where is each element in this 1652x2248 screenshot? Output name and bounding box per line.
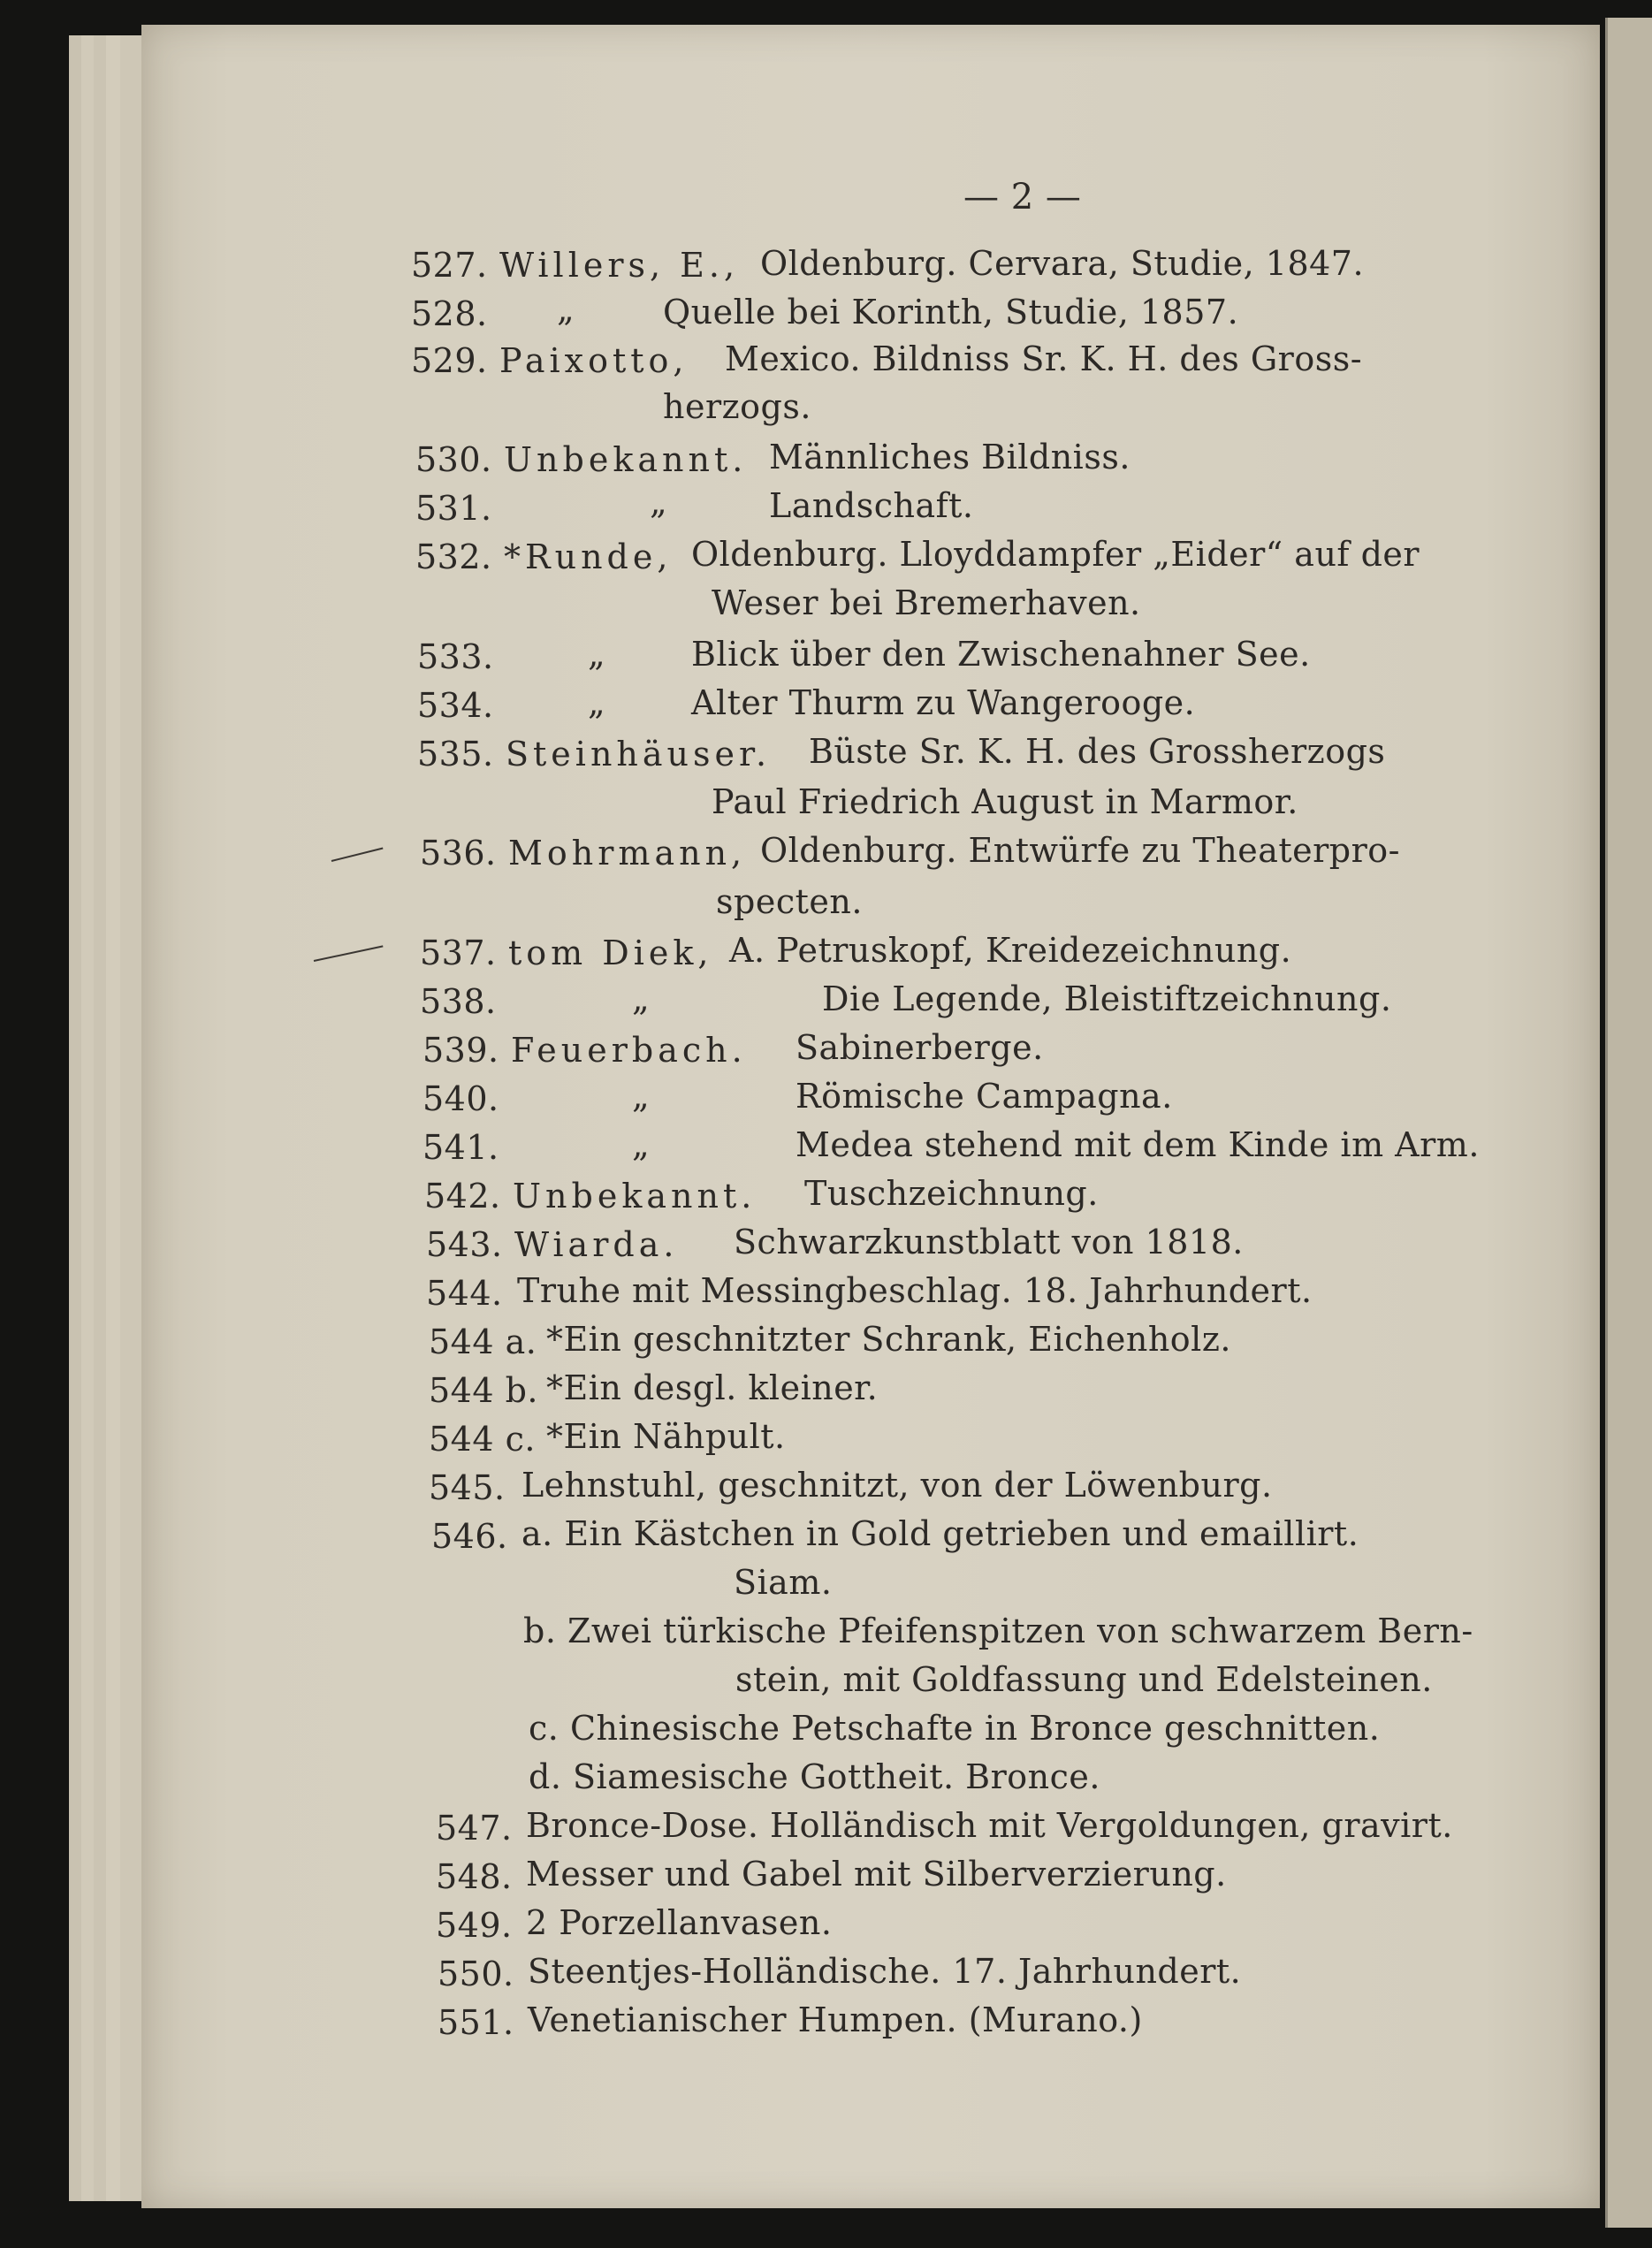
entry-text: *Ein desgl. kleiner. bbox=[546, 1368, 879, 1407]
entry-artist: Wiarda. bbox=[514, 1225, 679, 1264]
entry-number: 544. bbox=[426, 1274, 503, 1313]
entry-text: a. Ein Kästchen in Gold getrieben und emaillirt. bbox=[521, 1514, 1359, 1553]
entry-number: 537. bbox=[420, 933, 497, 972]
entry-number: 529. bbox=[411, 341, 488, 380]
entry-artist: Steinhäuser. bbox=[506, 735, 772, 773]
entry-continuation: stein, mit Goldfassung und Edelsteinen. bbox=[735, 1660, 1433, 1699]
entry-text: b. Zwei türkische Pfeifenspitzen von schwarzem Bern- bbox=[523, 1612, 1473, 1650]
entry-artist: Willers, E., bbox=[499, 246, 740, 285]
entry-text: Quelle bei Korinth, Studie, 1857. bbox=[663, 293, 1239, 331]
entry-number: 548. bbox=[436, 1857, 513, 1896]
entry-artist: *Runde, bbox=[504, 537, 673, 576]
pencil-check-mark bbox=[331, 848, 384, 862]
entry-text: Steentjes-Holländische. 17. Jahrhundert. bbox=[528, 1952, 1242, 1991]
entry-text: Mexico. Bildniss Sr. K. H. des Gross- bbox=[725, 339, 1363, 378]
entry-number: 534. bbox=[417, 686, 494, 725]
ditto-mark: „ bbox=[632, 1077, 651, 1116]
entry-artist: Unbekannt. bbox=[504, 440, 748, 479]
ditto-mark: „ bbox=[632, 1125, 651, 1164]
entry-continuation: Weser bei Bremerhaven. bbox=[712, 583, 1141, 622]
entry-number: 530. bbox=[415, 440, 492, 479]
entry-number: 536. bbox=[420, 834, 497, 873]
entry-number: 532. bbox=[415, 537, 492, 576]
entry-number: 550. bbox=[438, 1955, 514, 1993]
entry-number: 539. bbox=[423, 1031, 499, 1070]
entry-text: *Ein Nähpult. bbox=[546, 1417, 786, 1456]
entry-text: Büste Sr. K. H. des Grossherzogs bbox=[809, 732, 1386, 771]
entry-text: Lehnstuhl, geschnitzt, von der Löwenburg. bbox=[521, 1466, 1273, 1505]
entry-text: A. Petruskopf, Kreidezeichnung. bbox=[729, 931, 1292, 970]
entry-text: Landschaft. bbox=[769, 486, 974, 525]
entry-number: 538. bbox=[420, 982, 497, 1021]
entry-number: 535. bbox=[417, 735, 494, 773]
entry-artist: Mohrmann, bbox=[508, 834, 747, 873]
entry-number: 542. bbox=[424, 1177, 501, 1215]
entry-number: 527. bbox=[411, 246, 488, 285]
entry-number: 540. bbox=[423, 1079, 499, 1118]
entry-text: Oldenburg. Lloyddampfer „Eider“ auf der bbox=[691, 535, 1420, 574]
entry-text: Oldenburg. Cervara, Studie, 1847. bbox=[760, 244, 1365, 283]
entry-number: 544 a. bbox=[429, 1322, 537, 1361]
entry-text: Sabinerberge. bbox=[796, 1028, 1044, 1067]
entry-text: Männliches Bildniss. bbox=[769, 438, 1131, 476]
entry-number: 545. bbox=[429, 1468, 506, 1507]
entry-text: Alter Thurm zu Wangerooge. bbox=[691, 683, 1196, 722]
entry-continuation: herzogs. bbox=[663, 387, 811, 426]
entry-text: Die Legende, Bleistiftzeichnung. bbox=[822, 979, 1392, 1018]
pencil-check-mark bbox=[314, 945, 384, 962]
entry-text: Bronce-Dose. Holländisch mit Vergoldungen, gravirt. bbox=[526, 1806, 1453, 1845]
entry-text: Oldenburg. Entwürfe zu Theaterpro- bbox=[760, 831, 1400, 870]
entry-number: 547. bbox=[436, 1809, 513, 1848]
entry-text: Medea stehend mit dem Kinde im Arm. bbox=[796, 1125, 1480, 1164]
entry-text: 2 Porzellanvasen. bbox=[526, 1903, 833, 1942]
next-page-edge bbox=[1605, 18, 1652, 2228]
entry-text: Truhe mit Messingbeschlag. 18. Jahrhundert. bbox=[517, 1271, 1313, 1310]
entry-text: Blick über den Zwischenahner See. bbox=[691, 635, 1311, 674]
ditto-mark: „ bbox=[588, 635, 606, 674]
entry-number: 531. bbox=[415, 489, 492, 528]
entry-continuation: Paul Friedrich August in Marmor. bbox=[712, 782, 1298, 821]
entry-continuation: specten. bbox=[716, 882, 863, 921]
ditto-mark: „ bbox=[632, 979, 651, 1018]
entry-number: 551. bbox=[438, 2003, 514, 2042]
entry-number: 544 c. bbox=[429, 1420, 536, 1459]
entry-text: Messer und Gabel mit Silberverzierung. bbox=[526, 1855, 1227, 1894]
entry-artist: Feuerbach. bbox=[511, 1031, 747, 1070]
entry-number: 541. bbox=[423, 1128, 499, 1167]
entry-number: 543. bbox=[426, 1225, 503, 1264]
entry-text: *Ein geschnitzter Schrank, Eichenholz. bbox=[546, 1320, 1231, 1359]
entry-number: 533. bbox=[417, 637, 494, 676]
entry-text: Venetianischer Humpen. (Murano.) bbox=[528, 2000, 1143, 2039]
catalog-page bbox=[141, 25, 1600, 2208]
entry-text: Schwarzkunstblatt von 1818. bbox=[734, 1223, 1244, 1261]
entry-text: Tuschzeichnung. bbox=[804, 1174, 1099, 1213]
entry-number: 549. bbox=[436, 1906, 513, 1945]
page-number: — 2 — bbox=[963, 177, 1082, 217]
entry-text: Römische Campagna. bbox=[796, 1077, 1173, 1116]
ditto-mark: „ bbox=[650, 483, 668, 522]
entry-text: d. Siamesische Gottheit. Bronce. bbox=[529, 1757, 1100, 1796]
ditto-mark: „ bbox=[588, 683, 606, 722]
entry-number: 546. bbox=[431, 1517, 508, 1556]
entry-artist: Unbekannt. bbox=[513, 1177, 757, 1215]
entry-number: 544 b. bbox=[429, 1371, 539, 1410]
entry-number: 528. bbox=[411, 294, 488, 333]
entry-continuation: Siam. bbox=[734, 1563, 833, 1602]
ditto-mark: „ bbox=[557, 290, 575, 329]
entry-text: c. Chinesische Petschafte in Bronce geschnitten. bbox=[529, 1709, 1381, 1748]
entry-artist: tom Diek, bbox=[508, 933, 713, 972]
entry-artist: Paixotto, bbox=[499, 341, 689, 380]
